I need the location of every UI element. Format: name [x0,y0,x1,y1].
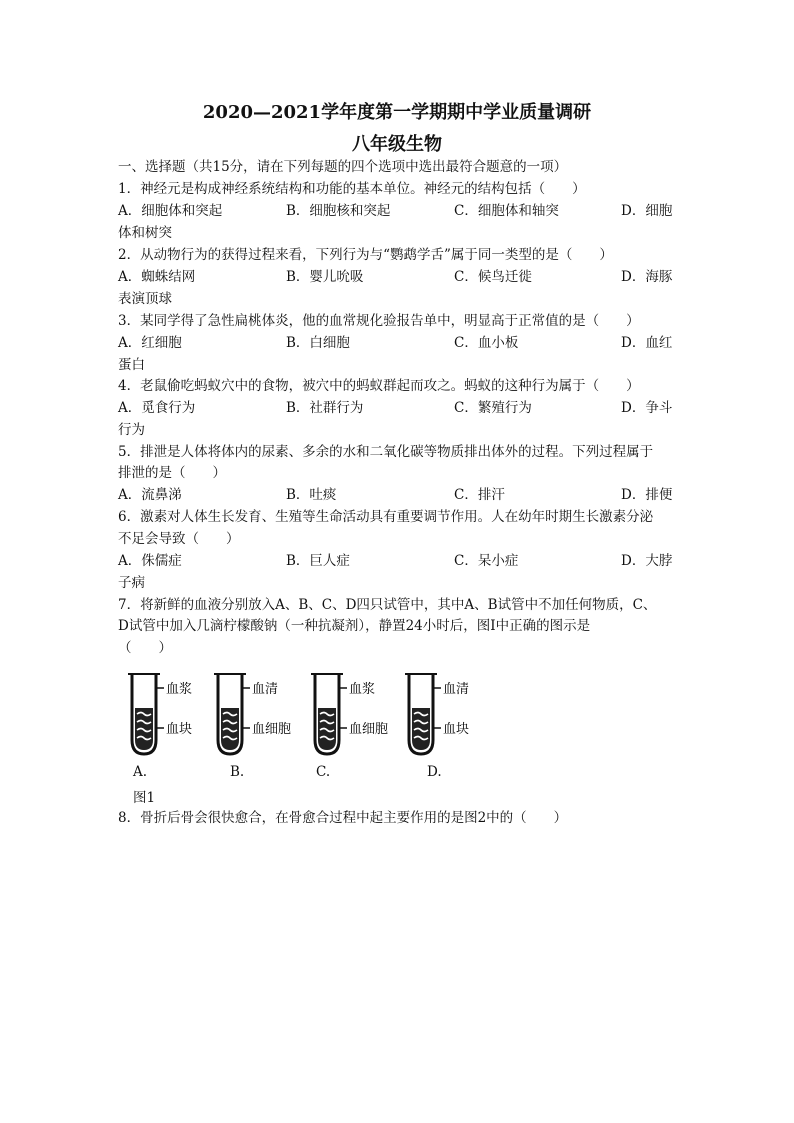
test-tube-4 [405,666,500,762]
q4-option-d: D．争斗 [621,400,673,416]
q2-option-a: A．蜘蛛结网 [118,269,196,285]
question-2-stem: 2．从动物行为的获得过程来看，下列行为与“鹦鹉学舌”属于同一类型的是（ ） [118,247,613,263]
q3-option-b: B．白细胞 [286,335,350,351]
test-tube-1 [128,666,223,762]
question-8-stem: 8．骨折后骨会很快愈合，在骨愈合过程中起主要作用的是图2中的（ ） [118,810,568,826]
q4-option-d-wrap: 行为 [118,422,145,438]
exam-title: 2020—2021学年度第一学期期中学业质量调研 [202,102,592,123]
q5-option-c: C．排汗 [454,487,505,503]
q6-option-d-wrap: 子病 [118,575,145,591]
q5-option-b: B．吐痰 [286,487,337,503]
q1-option-d: D．细胞 [621,203,673,219]
exam-subtitle: 八年级生物 [352,134,442,155]
q5-option-d: D．排便 [621,487,673,503]
q2-option-b: B．婴儿吮吸 [286,269,364,285]
q6-option-b: B．巨人症 [286,553,350,569]
q5-option-a: A．流鼻涕 [118,487,182,503]
q4-option-a: A．觅食行为 [118,400,196,416]
q2-option-d-wrap: 表演顶球 [118,291,172,307]
q3-option-d-wrap: 蛋白 [118,357,145,373]
section-heading: 一、选择题（共15分，请在下列每题的四个选项中选出最符合题意的一项） [118,159,568,175]
test-tube-3 [311,666,406,762]
q1-option-b: B．细胞核和突起 [286,203,391,219]
tube-bottom-label: 血细胞 [252,722,292,737]
tube-bottom-label: 血块 [166,722,193,737]
tube-option-letter: B. [230,764,245,780]
question-1-stem: 1．神经元是构成神经系统结构和功能的基本单位。神经元的结构包括（ ） [118,181,586,197]
question-5-stem: 5．排泄是人体将体内的尿素、多余的水和二氧化碳等物质排出体外的过程。下列过程属于 [118,444,654,460]
q1-option-a: A．细胞体和突起 [118,203,223,219]
tube-option-letter: D. [427,764,442,780]
tube-option-letter: C. [316,764,331,780]
q3-option-c: C．血小板 [454,335,519,351]
q1-option-d-wrap: 体和树突 [118,225,172,241]
question-3-stem: 3．某同学得了急性扁桃体炎，他的血常规化验报告单中，明显高于正常值的是（ ） [118,313,640,329]
question-7-stem: 7．将新鲜的血液分别放入A、B、C、D四只试管中，其中A、B试管中不加任何物质，C、 [118,597,657,613]
q3-option-a: A．红细胞 [118,335,182,351]
q1-option-c: C．细胞体和轴突 [454,203,559,219]
q4-option-b: B．社群行为 [286,400,364,416]
tube-bottom-label: 血细胞 [349,722,389,737]
q6-option-d: D．大脖 [621,553,673,569]
tube-option-letter: A. [133,764,148,780]
question-4-stem: 4．老鼠偷吃蚂蚁穴中的食物，被穴中的蚂蚁群起而攻之。蚂蚁的这种行为属于（ ） [118,378,640,394]
q2-option-d: D．海豚 [621,269,673,285]
figure-caption: 图1 [133,790,156,806]
q4-option-c: C．繁殖行为 [454,400,532,416]
q6-option-a: A．侏儒症 [118,553,182,569]
q6-option-c: C．呆小症 [454,553,519,569]
tube-top-label: 血清 [443,682,470,697]
question-6-stem: 6．激素对人体生长发育、生殖等生命活动具有重要调节作用。人在幼年时期生长激素分泌 [118,509,654,525]
tube-top-label: 血浆 [349,682,376,697]
q3-option-d: D．血红 [621,335,673,351]
tube-top-label: 血清 [252,682,279,697]
test-tube-2 [214,666,309,762]
question-6-stem-cont: 不足会导致（ ） [118,531,240,547]
question-7-stem-cont: D试管中加入几滴柠檬酸钠（一种抗凝剂），静置24小时后，图Ⅰ中正确的图示是 [118,618,591,634]
tube-top-label: 血浆 [166,682,193,697]
question-5-stem-cont: 排泄的是（ ） [118,465,226,481]
question-7-stem-cont2: （ ） [118,640,172,656]
tube-bottom-label: 血块 [443,722,470,737]
q2-option-c: C．候鸟迁徙 [454,269,532,285]
